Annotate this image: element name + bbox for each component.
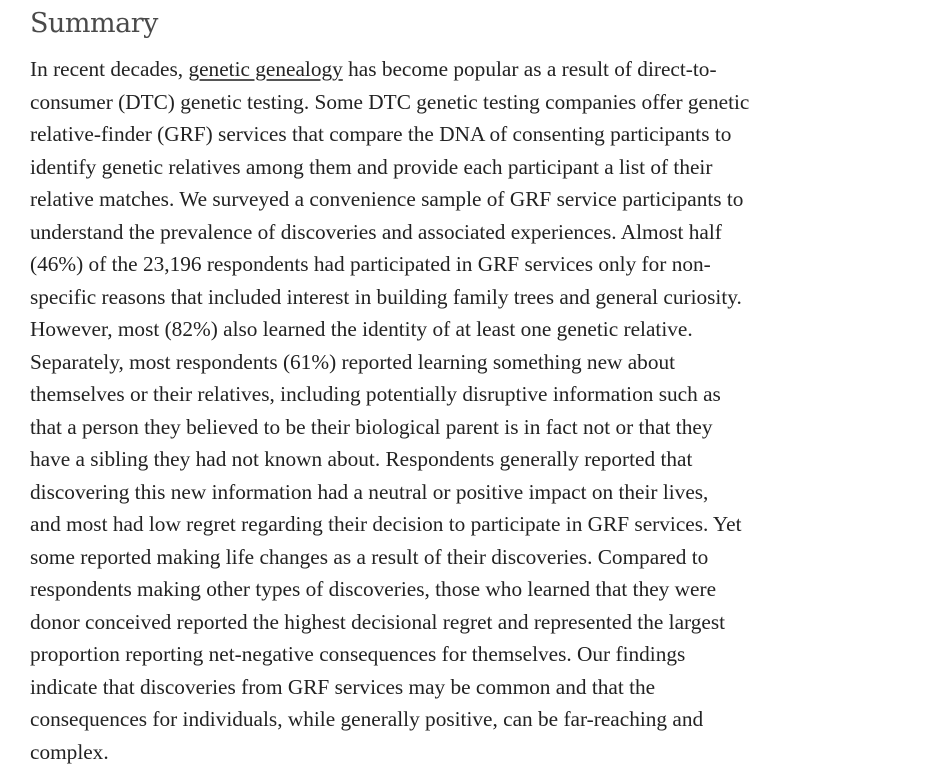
paragraph-line: discovering this new information had a neutral or positive impact on their lives, — [30, 479, 709, 504]
paragraph-line: relative-finder (GRF) services that compare the DNA of consenting participants to — [30, 122, 732, 146]
paragraph-line: that a person they believed to be their biological parent is in fact not or that they — [30, 414, 713, 439]
paragraph-line: (46%) of the 23,196 respondents had participated in GRF services only for non- — [30, 252, 711, 276]
line-text: has become popular as a result of direct-to- — [342, 57, 717, 81]
paragraph-line: consumer (DTC) genetic testing. Some DTC genetic testing companies offer genetic — [30, 89, 750, 114]
paragraph-line: specific reasons that included interest in building family trees and general curiosity. — [30, 284, 742, 309]
summary-section — [30, 0, 930, 768]
paragraph-line: respondents making other types of discoveries, those who learned that they were — [30, 577, 717, 601]
paragraph-line: themselves or their relatives, including potentially disruptive information such as — [30, 382, 721, 406]
section-title: Summary — [30, 8, 158, 39]
paragraph-line: indicate that discoveries from GRF services may be common and that the — [30, 674, 656, 699]
paragraph-line: have a sibling they had not known about. Respondents generally reported that — [30, 447, 693, 471]
paragraph-line: and most had low regret regarding their decision to participate in GRF services. Yet — [30, 512, 742, 536]
paragraph-line: proportion reporting net-negative consequences for themselves. Our findings — [30, 642, 686, 666]
paragraph-line — [30, 53, 930, 86]
paragraph-line: understand the prevalence of discoveries and associated experiences. Almost half — [30, 219, 722, 244]
genetic-genealogy-link[interactable]: genetic genealogy — [188, 57, 343, 81]
paragraph-line: identify genetic relatives among them and provide each participant a list of their — [30, 154, 713, 179]
summary-paragraph — [30, 53, 930, 768]
paragraph-line: However, most (82%) also learned the identity of at least one genetic relative. — [30, 317, 693, 341]
paragraph-line: complex. — [30, 739, 109, 764]
paragraph-line: Separately, most respondents (61%) reported learning something new about — [30, 349, 676, 374]
paragraph-line: donor conceived reported the highest decisional regret and represented the largest — [30, 609, 726, 634]
paragraph-line: consequences for individuals, while generally positive, can be far-reaching and — [30, 707, 704, 731]
line-text: In recent decades, — [30, 57, 189, 81]
paragraph-line: relative matches. We surveyed a convenience sample of GRF service participants to — [30, 187, 744, 211]
paragraph-line: some reported making life changes as a result of their discoveries. Compared to — [30, 544, 709, 569]
